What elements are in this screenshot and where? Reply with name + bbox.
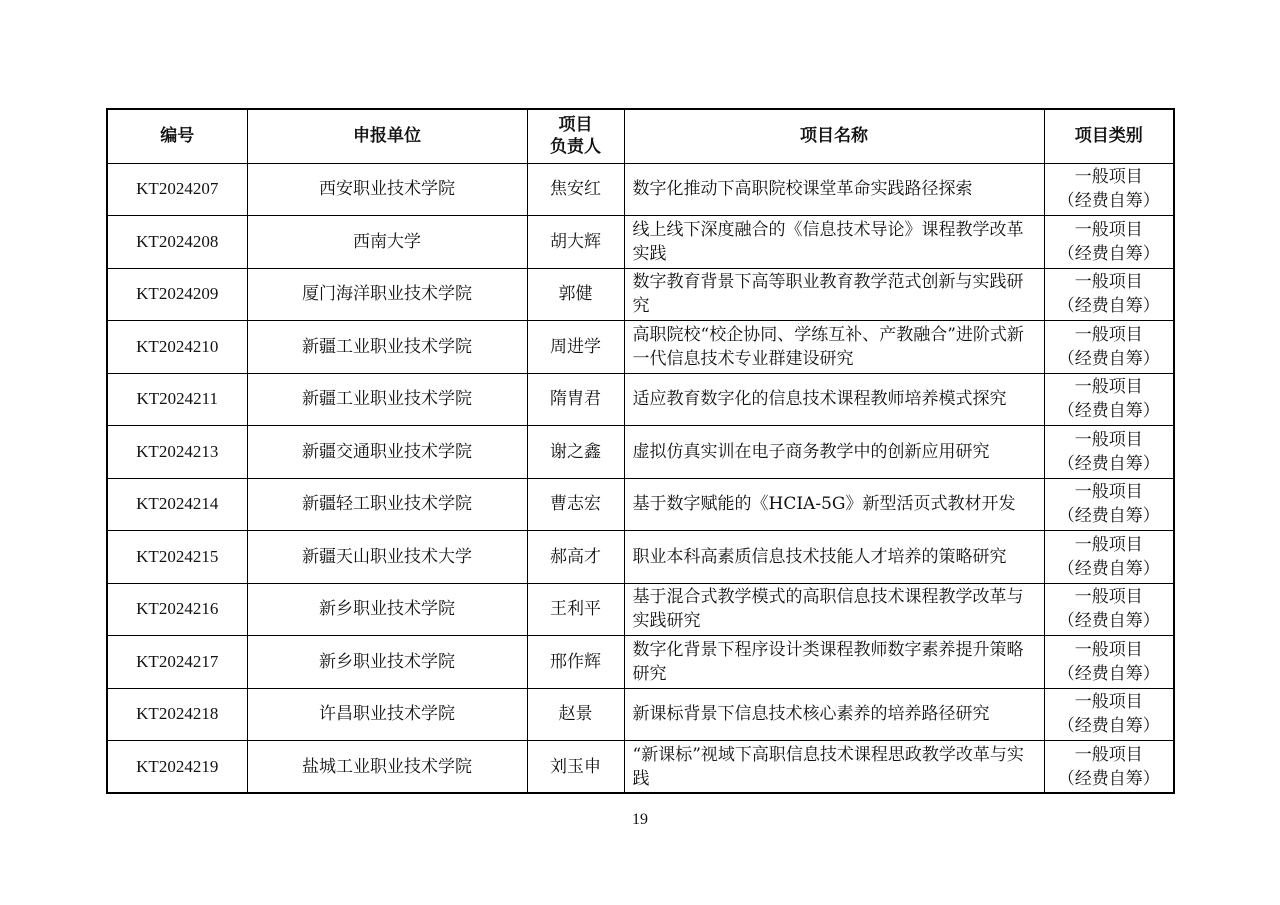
cell-name: 新课标背景下信息技术核心素养的培养路径研究 bbox=[624, 688, 1044, 741]
cell-id: KT2024216 bbox=[107, 583, 247, 636]
cell-leader: 邢作辉 bbox=[527, 636, 624, 689]
cell-id: KT2024209 bbox=[107, 268, 247, 321]
table-header-row bbox=[107, 109, 1174, 163]
cell-unit: 新疆工业职业技术学院 bbox=[247, 373, 527, 426]
page-number: 19 bbox=[632, 811, 648, 828]
cell-id: KT2024208 bbox=[107, 216, 247, 269]
cell-unit: 新乡职业技术学院 bbox=[247, 583, 527, 636]
cell-id: KT2024217 bbox=[107, 636, 247, 689]
cell-unit: 西安职业技术学院 bbox=[247, 163, 527, 216]
cell-unit: 许昌职业技术学院 bbox=[247, 688, 527, 741]
cell-category bbox=[1044, 163, 1174, 216]
cell-leader: 赵景 bbox=[527, 688, 624, 741]
cell-name: 基于数字赋能的《HCIA-5G》新型活页式教材开发 bbox=[624, 478, 1044, 531]
cell-name: 基于混合式教学模式的高职信息技术课程教学改革与实践研究 bbox=[624, 583, 1044, 636]
category-line1: 一般项目 bbox=[1074, 377, 1143, 398]
category-line1: 一般项目 bbox=[1074, 219, 1143, 240]
category-line1: 一般项目 bbox=[1074, 534, 1143, 555]
cell-unit: 盐城工业职业技术学院 bbox=[247, 741, 527, 794]
cell-leader: 郝高才 bbox=[527, 531, 624, 584]
cell-leader: 胡大辉 bbox=[527, 216, 624, 269]
cell-category bbox=[1044, 426, 1174, 479]
cell-name: 数字化背景下程序设计类课程教师数字素养提升策略研究 bbox=[624, 636, 1044, 689]
cell-id: KT2024219 bbox=[107, 741, 247, 794]
table-row bbox=[107, 583, 1174, 636]
cell-name: “新课标”视域下高职信息技术课程思政教学改革与实践 bbox=[624, 741, 1044, 794]
cell-leader: 王利平 bbox=[527, 583, 624, 636]
cell-name: 职业本科高素质信息技术技能人才培养的策略研究 bbox=[624, 531, 1044, 584]
cell-unit: 新疆轻工职业技术学院 bbox=[247, 478, 527, 531]
category-line1: 一般项目 bbox=[1074, 744, 1143, 765]
cell-id: KT2024210 bbox=[107, 321, 247, 374]
cell-id: KT2024211 bbox=[107, 373, 247, 426]
category-line2: （经费自筹） bbox=[1057, 453, 1160, 474]
cell-name: 高职院校“校企协同、学练互补、产教融合”进阶式新一代信息技术专业群建设研究 bbox=[624, 321, 1044, 374]
table-row bbox=[107, 478, 1174, 531]
header-leader-line1: 项目 bbox=[558, 115, 593, 136]
category-line2: （经费自筹） bbox=[1057, 296, 1160, 317]
category-line2: （经费自筹） bbox=[1057, 243, 1160, 264]
category-line1: 一般项目 bbox=[1074, 272, 1143, 293]
category-line2: （经费自筹） bbox=[1057, 401, 1160, 422]
table-row bbox=[107, 426, 1174, 479]
category-line1: 一般项目 bbox=[1074, 482, 1143, 503]
table-row bbox=[107, 531, 1174, 584]
category-line1: 一般项目 bbox=[1074, 639, 1143, 660]
category-line1: 一般项目 bbox=[1074, 167, 1143, 188]
cell-name: 数字化推动下高职院校课堂革命实践路径探索 bbox=[624, 163, 1044, 216]
cell-leader: 刘玉申 bbox=[527, 741, 624, 794]
category-line2: （经费自筹） bbox=[1057, 348, 1160, 369]
header-leader bbox=[527, 109, 624, 163]
cell-name: 适应教育数字化的信息技术课程教师培养模式探究 bbox=[624, 373, 1044, 426]
cell-category bbox=[1044, 216, 1174, 269]
cell-leader: 隋胄君 bbox=[527, 373, 624, 426]
cell-unit: 新疆天山职业技术大学 bbox=[247, 531, 527, 584]
table-row bbox=[107, 268, 1174, 321]
table-row bbox=[107, 636, 1174, 689]
table-row bbox=[107, 688, 1174, 741]
cell-category bbox=[1044, 741, 1174, 794]
table-row bbox=[107, 373, 1174, 426]
cell-category bbox=[1044, 583, 1174, 636]
header-unit: 申报单位 bbox=[247, 109, 527, 163]
category-line2: （经费自筹） bbox=[1057, 191, 1160, 212]
cell-category bbox=[1044, 373, 1174, 426]
cell-id: KT2024213 bbox=[107, 426, 247, 479]
cell-id: KT2024214 bbox=[107, 478, 247, 531]
project-table bbox=[106, 108, 1175, 794]
category-line2: （经费自筹） bbox=[1057, 663, 1160, 684]
cell-unit: 厦门海洋职业技术学院 bbox=[247, 268, 527, 321]
category-line2: （经费自筹） bbox=[1057, 506, 1160, 527]
cell-unit: 新乡职业技术学院 bbox=[247, 636, 527, 689]
table-body bbox=[107, 163, 1174, 793]
cell-category bbox=[1044, 478, 1174, 531]
cell-leader: 焦安红 bbox=[527, 163, 624, 216]
category-line1: 一般项目 bbox=[1074, 587, 1143, 608]
cell-leader: 周进学 bbox=[527, 321, 624, 374]
cell-leader: 谢之鑫 bbox=[527, 426, 624, 479]
category-line2: （经费自筹） bbox=[1057, 558, 1160, 579]
cell-leader: 郭健 bbox=[527, 268, 624, 321]
table-row bbox=[107, 163, 1174, 216]
table-row bbox=[107, 741, 1174, 794]
category-line1: 一般项目 bbox=[1074, 429, 1143, 450]
category-line1: 一般项目 bbox=[1074, 324, 1143, 345]
category-line2: （经费自筹） bbox=[1057, 716, 1160, 737]
header-name: 项目名称 bbox=[624, 109, 1044, 163]
table-row bbox=[107, 321, 1174, 374]
category-line2: （经费自筹） bbox=[1057, 768, 1160, 789]
cell-category bbox=[1044, 688, 1174, 741]
cell-id: KT2024215 bbox=[107, 531, 247, 584]
cell-unit: 西南大学 bbox=[247, 216, 527, 269]
cell-category bbox=[1044, 321, 1174, 374]
category-line2: （经费自筹） bbox=[1057, 611, 1160, 632]
header-leader-line2: 负责人 bbox=[550, 137, 601, 158]
cell-id: KT2024218 bbox=[107, 688, 247, 741]
cell-name: 数字教育背景下高等职业教育教学范式创新与实践研究 bbox=[624, 268, 1044, 321]
cell-category bbox=[1044, 636, 1174, 689]
cell-category bbox=[1044, 268, 1174, 321]
cell-leader: 曹志宏 bbox=[527, 478, 624, 531]
cell-name: 虚拟仿真实训在电子商务教学中的创新应用研究 bbox=[624, 426, 1044, 479]
cell-unit: 新疆工业职业技术学院 bbox=[247, 321, 527, 374]
cell-id: KT2024207 bbox=[107, 163, 247, 216]
cell-name: 线上线下深度融合的《信息技术导论》课程教学改革实践 bbox=[624, 216, 1044, 269]
cell-unit: 新疆交通职业技术学院 bbox=[247, 426, 527, 479]
cell-category bbox=[1044, 531, 1174, 584]
header-id: 编号 bbox=[107, 109, 247, 163]
table-row bbox=[107, 216, 1174, 269]
category-line1: 一般项目 bbox=[1074, 692, 1143, 713]
header-category: 项目类别 bbox=[1044, 109, 1174, 163]
